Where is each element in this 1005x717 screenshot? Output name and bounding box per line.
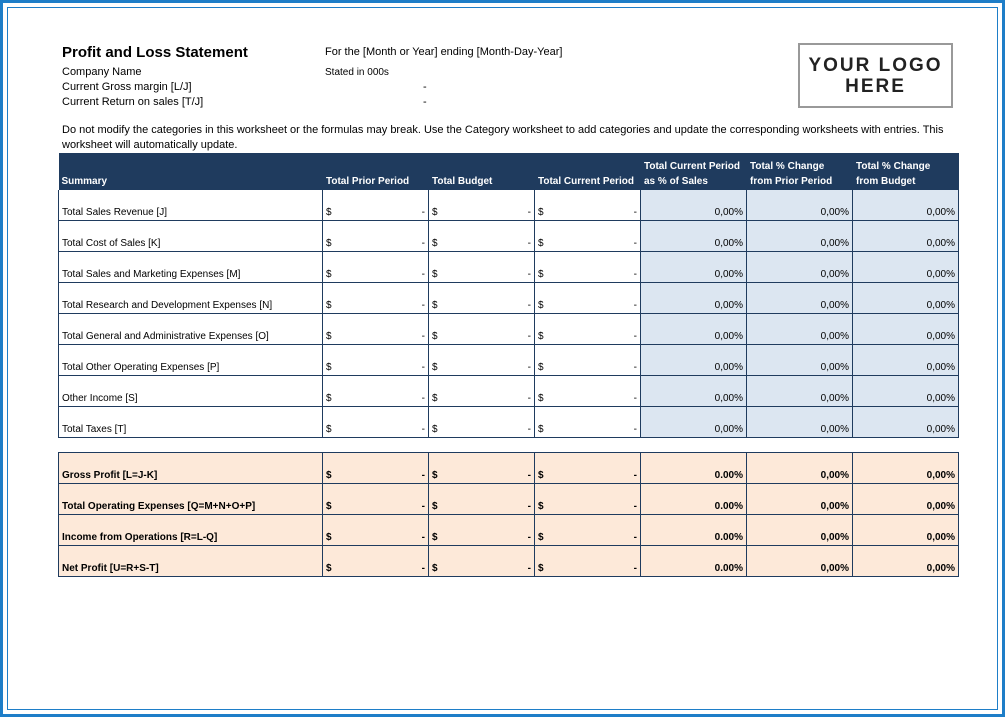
amount-value: - xyxy=(633,269,637,280)
amount-value: - xyxy=(633,393,637,404)
currency-symbol: $ xyxy=(326,424,332,435)
change-prior-cell[interactable]: 0,00% xyxy=(747,484,853,515)
change-prior-cell[interactable]: 0,00% xyxy=(747,376,853,407)
table-row xyxy=(59,407,959,438)
row-label[interactable]: Total Sales Revenue [J] xyxy=(59,190,323,221)
table-row xyxy=(59,546,959,577)
currency-cell[interactable] xyxy=(429,345,535,376)
currency-symbol: $ xyxy=(326,532,332,543)
amount-value: - xyxy=(633,532,637,543)
amount-value: - xyxy=(527,300,531,311)
table-row xyxy=(59,221,959,252)
amount-value: - xyxy=(633,362,637,373)
table-row xyxy=(59,453,959,484)
amount-value: - xyxy=(527,331,531,342)
row-label[interactable]: Total General and Administrative Expenses [O] xyxy=(59,314,323,345)
pct-of-sales-cell[interactable]: 0,00% xyxy=(641,376,747,407)
change-budget-cell[interactable]: 0,00% xyxy=(853,190,959,221)
change-budget-cell[interactable]: 0,00% xyxy=(853,515,959,546)
currency-cell[interactable] xyxy=(535,546,641,577)
amount-value: - xyxy=(527,470,531,481)
change-budget-cell[interactable]: 0,00% xyxy=(853,453,959,484)
row-label[interactable]: Total Taxes [T] xyxy=(59,407,323,438)
currency-symbol: $ xyxy=(326,393,332,404)
currency-cell[interactable] xyxy=(535,283,641,314)
column-header: Total Budget xyxy=(429,153,535,190)
amount-value: - xyxy=(633,207,637,218)
change-budget-cell[interactable]: 0,00% xyxy=(853,484,959,515)
change-budget-cell[interactable]: 0,00% xyxy=(853,376,959,407)
gross-margin-label: Current Gross margin [L/J] xyxy=(62,81,192,93)
currency-cell[interactable] xyxy=(323,190,429,221)
column-header: Total Current Period as % of Sales xyxy=(641,153,747,190)
amount-value: - xyxy=(633,424,637,435)
summary-table xyxy=(58,153,959,438)
currency-symbol: $ xyxy=(432,532,438,543)
currency-cell[interactable] xyxy=(429,453,535,484)
amount-value: - xyxy=(421,424,425,435)
table-row xyxy=(59,252,959,283)
currency-cell[interactable] xyxy=(323,252,429,283)
pct-of-sales-cell[interactable]: 0.00% xyxy=(641,453,747,484)
amount-value: - xyxy=(421,470,425,481)
pct-of-sales-cell[interactable]: 0.00% xyxy=(641,484,747,515)
currency-symbol: $ xyxy=(538,331,544,342)
currency-symbol: $ xyxy=(432,331,438,342)
amount-value: - xyxy=(421,207,425,218)
column-header: Total % Change from Prior Period xyxy=(747,153,853,190)
row-label[interactable]: Total Cost of Sales [K] xyxy=(59,221,323,252)
column-header: Total Prior Period xyxy=(323,153,429,190)
change-budget-cell[interactable]: 0,00% xyxy=(853,345,959,376)
amount-value: - xyxy=(633,300,637,311)
currency-cell[interactable] xyxy=(323,345,429,376)
amount-value: - xyxy=(527,238,531,249)
table-header-row xyxy=(59,153,959,190)
row-label[interactable]: Net Profit [U=R+S-T] xyxy=(59,546,323,577)
currency-symbol: $ xyxy=(432,501,438,512)
currency-symbol: $ xyxy=(432,393,438,404)
currency-cell[interactable] xyxy=(535,190,641,221)
period-text: For the [Month or Year] ending [Month-Day-Year] xyxy=(325,46,563,58)
currency-cell[interactable] xyxy=(323,484,429,515)
amount-value: - xyxy=(421,501,425,512)
amount-value: - xyxy=(421,300,425,311)
currency-cell[interactable] xyxy=(323,314,429,345)
amount-value: - xyxy=(421,393,425,404)
change-prior-cell[interactable]: 0,00% xyxy=(747,515,853,546)
amount-value: - xyxy=(421,362,425,373)
amount-value: - xyxy=(633,331,637,342)
currency-cell[interactable] xyxy=(429,190,535,221)
change-prior-cell[interactable]: 0,00% xyxy=(747,283,853,314)
currency-cell[interactable] xyxy=(535,484,641,515)
amount-value: - xyxy=(633,238,637,249)
pct-of-sales-cell[interactable]: 0.00% xyxy=(641,515,747,546)
change-budget-cell[interactable]: 0,00% xyxy=(853,546,959,577)
currency-cell[interactable] xyxy=(535,314,641,345)
currency-symbol: $ xyxy=(432,563,438,574)
amount-value: - xyxy=(527,362,531,373)
amount-value: - xyxy=(527,501,531,512)
amount-value: - xyxy=(421,532,425,543)
change-prior-cell[interactable]: 0,00% xyxy=(747,252,853,283)
instruction-note: Do not modify the categories in this worksheet or the formulas may break. Use the Category worksheet to add categories and update the corresponding worksheets with entries. This worksheet will automatically update. xyxy=(62,124,944,151)
currency-cell[interactable] xyxy=(535,376,641,407)
currency-symbol: $ xyxy=(432,424,438,435)
currency-cell[interactable] xyxy=(429,407,535,438)
row-label[interactable]: Total Operating Expenses [Q=M+N+O+P] xyxy=(59,484,323,515)
table-row xyxy=(59,376,959,407)
row-label[interactable]: Total Sales and Marketing Expenses [M] xyxy=(59,252,323,283)
amount-value: - xyxy=(527,207,531,218)
company-name: Company Name xyxy=(62,66,142,78)
row-label[interactable]: Income from Operations [R=L-Q] xyxy=(59,515,323,546)
table-row xyxy=(59,345,959,376)
currency-cell[interactable] xyxy=(323,376,429,407)
change-budget-cell[interactable]: 0,00% xyxy=(853,407,959,438)
column-header: Summary xyxy=(59,153,323,190)
amount-value: - xyxy=(527,563,531,574)
currency-symbol: $ xyxy=(432,207,438,218)
currency-cell[interactable] xyxy=(429,283,535,314)
currency-symbol: $ xyxy=(326,300,332,311)
change-prior-cell[interactable]: 0,00% xyxy=(747,546,853,577)
currency-symbol: $ xyxy=(538,393,544,404)
pct-of-sales-cell[interactable]: 0,00% xyxy=(641,190,747,221)
return-on-sales-label: Current Return on sales [T/J] xyxy=(62,96,204,108)
amount-value: - xyxy=(421,269,425,280)
amount-value: - xyxy=(421,563,425,574)
currency-cell[interactable] xyxy=(429,314,535,345)
currency-cell[interactable] xyxy=(535,345,641,376)
stated-in-text: Stated in 000s xyxy=(325,67,389,78)
pct-of-sales-cell[interactable]: 0,00% xyxy=(641,221,747,252)
logo-placeholder[interactable]: YOUR LOGO HERE xyxy=(798,43,953,108)
currency-cell[interactable] xyxy=(323,546,429,577)
currency-cell[interactable] xyxy=(429,252,535,283)
currency-symbol: $ xyxy=(326,501,332,512)
currency-cell[interactable] xyxy=(323,283,429,314)
change-prior-cell[interactable]: 0,00% xyxy=(747,407,853,438)
currency-symbol: $ xyxy=(326,470,332,481)
totals-table xyxy=(58,452,959,577)
table-row xyxy=(59,515,959,546)
currency-symbol: $ xyxy=(432,269,438,280)
row-label[interactable]: Gross Profit [L=J-K] xyxy=(59,453,323,484)
currency-cell[interactable] xyxy=(429,376,535,407)
currency-cell[interactable] xyxy=(323,407,429,438)
table-row xyxy=(59,190,959,221)
currency-symbol: $ xyxy=(432,238,438,249)
pct-of-sales-cell[interactable]: 0,00% xyxy=(641,252,747,283)
column-header: Total % Change from Budget xyxy=(853,153,959,190)
row-label[interactable]: Total Research and Development Expenses [N] xyxy=(59,283,323,314)
pct-of-sales-cell[interactable]: 0.00% xyxy=(641,546,747,577)
currency-symbol: $ xyxy=(432,300,438,311)
currency-symbol: $ xyxy=(538,269,544,280)
currency-cell[interactable] xyxy=(323,515,429,546)
row-label[interactable]: Total Other Operating Expenses [P] xyxy=(59,345,323,376)
change-prior-cell[interactable]: 0,00% xyxy=(747,221,853,252)
change-budget-cell[interactable]: 0,00% xyxy=(853,283,959,314)
currency-symbol: $ xyxy=(538,424,544,435)
currency-symbol: $ xyxy=(538,238,544,249)
currency-symbol: $ xyxy=(326,331,332,342)
currency-cell[interactable] xyxy=(323,221,429,252)
currency-symbol: $ xyxy=(326,238,332,249)
currency-cell[interactable] xyxy=(429,484,535,515)
column-header: Total Current Period xyxy=(535,153,641,190)
gross-margin-value: - xyxy=(423,81,427,93)
amount-value: - xyxy=(421,331,425,342)
amount-value: - xyxy=(527,532,531,543)
change-prior-cell[interactable]: 0,00% xyxy=(747,314,853,345)
table-row xyxy=(59,283,959,314)
currency-symbol: $ xyxy=(538,207,544,218)
amount-value: - xyxy=(633,501,637,512)
page-title: Profit and Loss Statement xyxy=(62,44,248,61)
currency-symbol: $ xyxy=(326,362,332,373)
pct-of-sales-cell[interactable]: 0,00% xyxy=(641,283,747,314)
currency-cell[interactable] xyxy=(535,515,641,546)
currency-symbol: $ xyxy=(538,470,544,481)
amount-value: - xyxy=(633,470,637,481)
amount-value: - xyxy=(527,424,531,435)
currency-cell[interactable] xyxy=(535,453,641,484)
currency-cell[interactable] xyxy=(429,221,535,252)
table-row xyxy=(59,314,959,345)
currency-cell[interactable] xyxy=(535,252,641,283)
row-label[interactable]: Other Income [S] xyxy=(59,376,323,407)
amount-value: - xyxy=(633,563,637,574)
change-budget-cell[interactable]: 0,00% xyxy=(853,314,959,345)
amount-value: - xyxy=(527,393,531,404)
currency-symbol: $ xyxy=(538,362,544,373)
pct-of-sales-cell[interactable]: 0,00% xyxy=(641,314,747,345)
currency-symbol: $ xyxy=(326,563,332,574)
currency-symbol: $ xyxy=(326,269,332,280)
currency-symbol: $ xyxy=(432,470,438,481)
change-budget-cell[interactable]: 0,00% xyxy=(853,252,959,283)
amount-value: - xyxy=(421,238,425,249)
change-prior-cell[interactable]: 0,00% xyxy=(747,453,853,484)
currency-symbol: $ xyxy=(538,501,544,512)
currency-symbol: $ xyxy=(538,300,544,311)
change-prior-cell[interactable]: 0,00% xyxy=(747,190,853,221)
currency-cell[interactable] xyxy=(323,453,429,484)
currency-cell[interactable] xyxy=(429,546,535,577)
currency-symbol: $ xyxy=(538,532,544,543)
currency-symbol: $ xyxy=(538,563,544,574)
currency-symbol: $ xyxy=(326,207,332,218)
currency-cell[interactable] xyxy=(535,407,641,438)
currency-cell[interactable] xyxy=(535,221,641,252)
pct-of-sales-cell[interactable]: 0,00% xyxy=(641,407,747,438)
amount-value: - xyxy=(527,269,531,280)
change-prior-cell[interactable]: 0,00% xyxy=(747,345,853,376)
currency-cell[interactable] xyxy=(429,515,535,546)
pct-of-sales-cell[interactable]: 0,00% xyxy=(641,345,747,376)
change-budget-cell[interactable]: 0,00% xyxy=(853,221,959,252)
table-row xyxy=(59,484,959,515)
return-on-sales-value: - xyxy=(423,96,427,108)
currency-symbol: $ xyxy=(432,362,438,373)
